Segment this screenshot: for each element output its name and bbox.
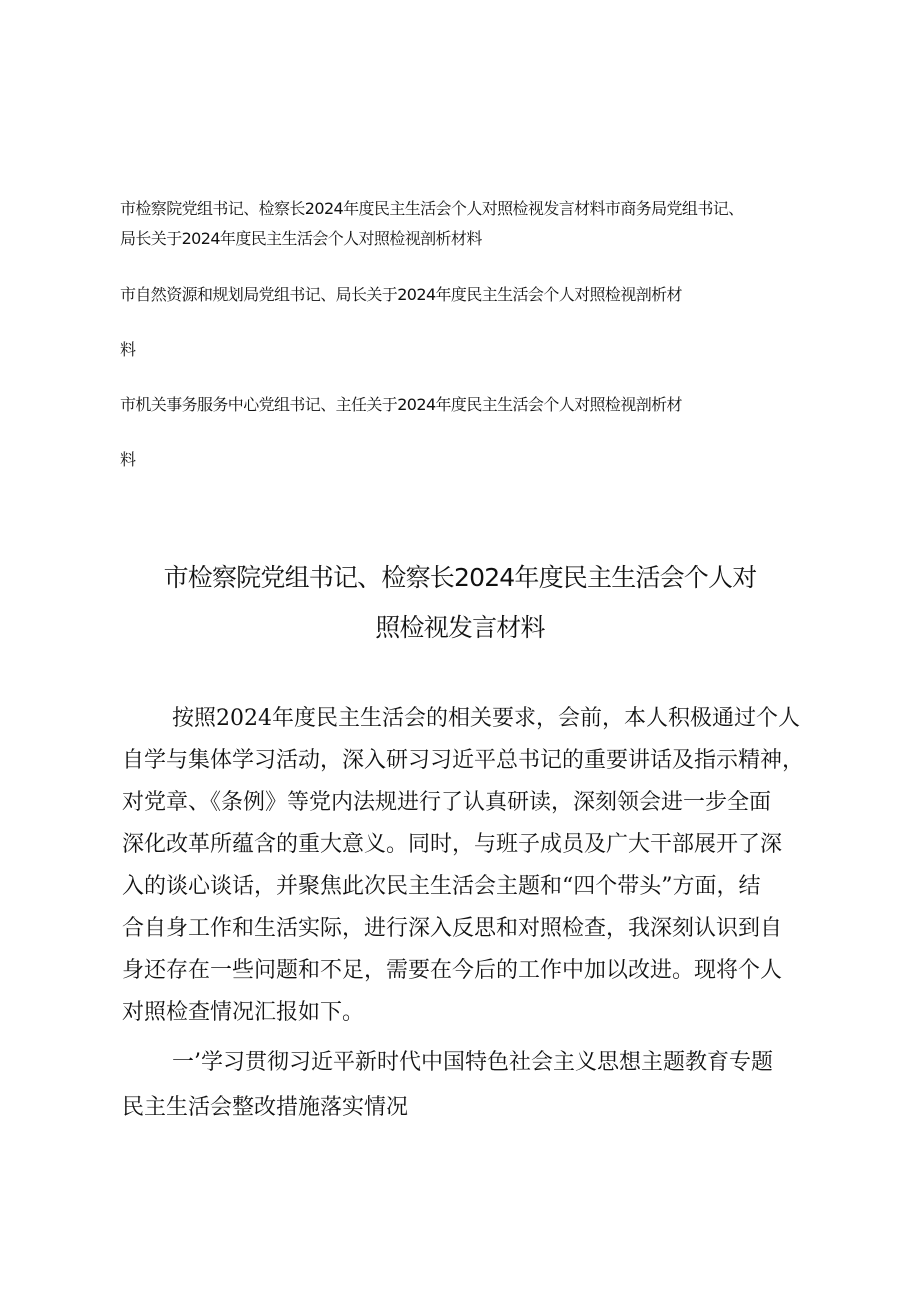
toc-item-2-line-1: 市自然资源和规划局党组书记、局长关于2024年度民主生活会个人对照检视剖析材	[120, 285, 682, 304]
intro-line-3: 对党章、《条例》等党内法规进行了认真研读，深刻领会进一步全面	[122, 790, 772, 815]
intro-line-8: 对照检查情况汇报如下。	[122, 1000, 365, 1025]
toc-item-2-line-2: 料	[120, 340, 136, 359]
intro-line-2: 自学与集体学习活动，深入研习习近平总书记的重要讲话及指示精神，	[122, 748, 805, 773]
section-1-heading-line-1: 一’学习贯彻习近平新时代中国特色社会主义思想主题教育专题	[172, 1050, 773, 1075]
toc-item-3-line-2: 料	[120, 450, 136, 469]
section-1-heading-line-2: 民主生活会整改措施落实情况	[122, 1095, 409, 1120]
document-title-line-1: 市检察院党组书记、检察长2024年度民主生活会个人对	[163, 563, 757, 592]
toc-item-1-line-1: 市检察院党组书记、检察长2024年度民主生活会个人对照检视发言材料市商务局党组书记、	[120, 199, 744, 218]
intro-line-7: 身还存在一些问题和不足，需要在今后的工作中加以改进。现将个人	[122, 958, 783, 983]
document-title-line-2: 照检视发言材料	[375, 613, 545, 642]
toc-item-3-line-1: 市机关事务服务中心党组书记、主任关于2024年度民主生活会个人对照检视剖析材	[120, 395, 682, 414]
intro-line-1: 按照2024年度民主生活会的相关要求，会前，本人积极通过个人	[172, 706, 800, 731]
intro-line-5: 入的谈心谈话，并聚焦此次民主生活会主题和“四个带头”方面，结	[122, 874, 761, 899]
intro-line-6: 合自身工作和生活实际，进行深入反思和对照检查，我深刻认识到自	[122, 916, 783, 941]
intro-line-4: 深化改革所蕴含的重大意义。同时，与班子成员及广大干部展开了深	[122, 832, 783, 857]
toc-item-1-line-2: 局长关于2024年度民主生活会个人对照检视剖析材料	[120, 229, 482, 248]
